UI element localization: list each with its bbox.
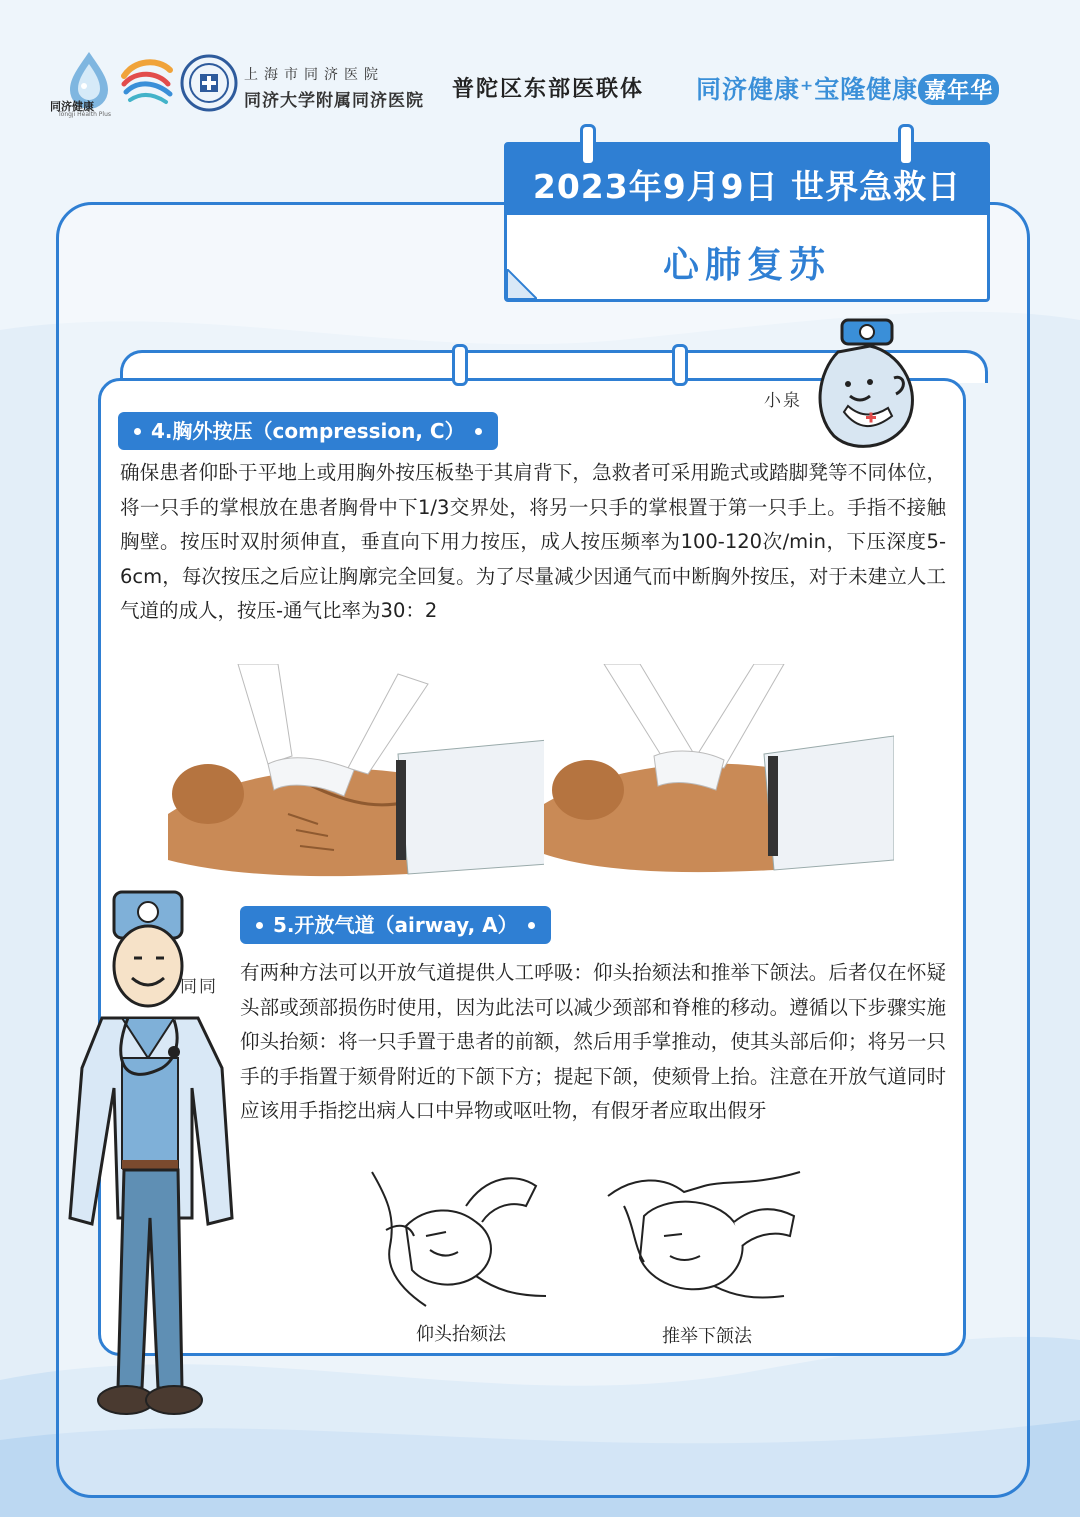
airway-text: 有两种方法可以开放气道提供人工呼吸：仰头抬颏法和推举下颌法。后者仅在怀疑头部或颈部损伤时使用，因为此法可以减少颈部和脊椎的移动。遵循以下步骤实施仰头抬颏：将一只手置于患者的前额，然后用手掌推动，使其头部后仰；将另一只手的手指置于颏骨附近的下颌下方；提起下颌，使颏骨上抬。注意在开放气道同时应该用手指挖出病人口中异物或呕吐物，有假牙者应取出假牙 <box>240 961 946 1122</box>
chest-compression-photo-1 <box>168 664 548 890</box>
chest-compression-photo-2 <box>544 664 894 890</box>
binder-ring-icon <box>898 124 914 166</box>
title-topic: 心肺复苏 <box>662 245 831 286</box>
hospital-name-line2: 同济大学附属同济医院 <box>244 91 424 111</box>
bullet-dot-icon <box>475 428 482 435</box>
section-heading-compression: 4.胸外按压（compression, C） <box>118 412 498 450</box>
mascot-label: 小泉 <box>764 391 802 411</box>
head-tilt-chin-lift-illustration <box>366 1166 552 1316</box>
doctor-label: 同同 <box>180 977 218 997</box>
hospital-seal-logo <box>180 54 238 112</box>
brand-badge: 嘉年华 <box>918 74 999 105</box>
title-card <box>504 142 990 302</box>
binder-ring-icon <box>452 344 468 386</box>
bullet-dot-icon <box>134 428 141 435</box>
binder-ring-icon <box>580 124 596 166</box>
brand-text: 同济健康⁺宝隆健康 <box>696 75 919 104</box>
title-date: 2023年9月9日 世界急救日 <box>532 167 962 206</box>
bullet-dot-icon <box>528 922 535 929</box>
bullet-dot-icon <box>256 922 263 929</box>
page-fold-icon <box>507 269 537 299</box>
logo-caption: 同济健康 <box>50 100 94 113</box>
jaw-thrust-caption: 推举下颌法 <box>662 1326 752 1347</box>
doctor-character-icon <box>62 888 252 1448</box>
swirl-logo <box>118 56 176 108</box>
brand-slogan <box>696 70 999 106</box>
jaw-thrust-illustration <box>604 1166 804 1316</box>
section-heading-airway: 5.开放气道（airway, A） <box>240 906 551 944</box>
compression-text: 确保患者仰卧于平地上或用胸外按压板垫于其肩背下，急救者可采用跪式或踏脚凳等不同体位，将一只手的掌根放在患者胸骨中下1/3交界处，将另一只手的掌根置于第一只手上。手指不接触胸壁。按压时双肘须伸直，垂直向下用力按压，成人按压频率为100-120次/min，下压深度5-6cm，每次按压之后应让胸廓完全回复。为了尽量减少因通气而中断胸外按压，对于未建立人工气道的成人，按压-通气比率为30：2 <box>120 461 946 622</box>
logo-caption-en: Tongji Health Plus <box>58 111 111 118</box>
binder-ring-icon <box>672 344 688 386</box>
water-drop-mascot-icon <box>808 312 918 452</box>
alliance-name: 普陀区东部医联体 <box>452 76 645 102</box>
head-tilt-caption: 仰头抬颏法 <box>416 1324 506 1345</box>
hospital-name-line1: 上海市同济医院 <box>244 67 384 83</box>
